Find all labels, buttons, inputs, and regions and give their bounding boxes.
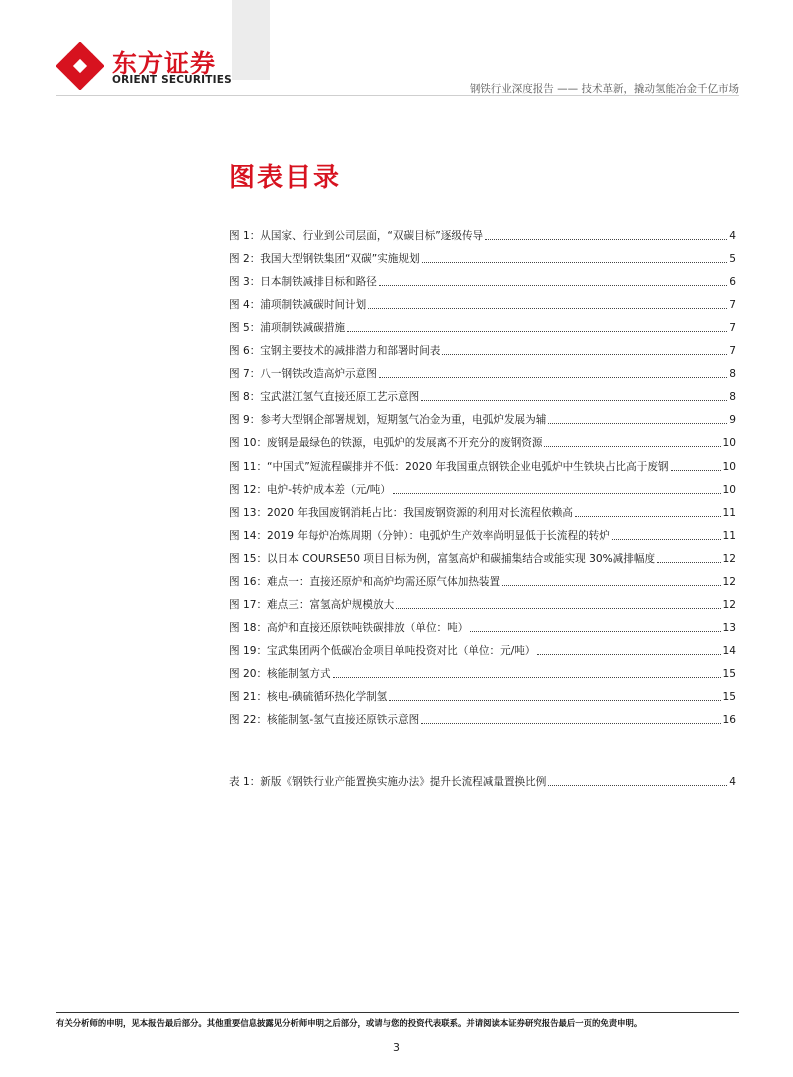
- toc-entry-label: 图 9：参考大型钢企部署规划，短期氢气冶金为重，电弧炉发展为辅: [229, 414, 547, 427]
- toc-entry[interactable]: [229, 450, 736, 473]
- toc-entry[interactable]: [229, 566, 736, 589]
- toc-leader-dots: [379, 377, 727, 378]
- orient-securities-logo-icon: [56, 42, 104, 90]
- toc-leader-dots: [421, 723, 720, 724]
- toc-entry-label: 图 21：核电-碘硫循环热化学制氢: [229, 690, 388, 703]
- toc-entry-label: 图 7：八一钢铁改造高炉示意图: [229, 368, 377, 381]
- toc-entry-label: 图 11：“中国式”短流程碳排并不低：2020 年我国重点钢铁企业电弧炉中生铁块占比高于废钢: [229, 460, 669, 473]
- toc-entry[interactable]: [229, 289, 736, 312]
- toc-leader-dots: [548, 785, 727, 786]
- toc-entry-page: 10: [722, 437, 736, 450]
- toc-leader-dots: [575, 516, 721, 517]
- toc-entry[interactable]: [229, 335, 736, 358]
- toc-entry[interactable]: [229, 220, 736, 243]
- toc-entry-page: 10: [722, 460, 736, 473]
- toc-entry-page: 12: [722, 552, 736, 565]
- toc-leader-dots: [396, 608, 720, 609]
- toc-leader-dots: [347, 331, 727, 332]
- toc-entry[interactable]: [229, 266, 736, 289]
- toc-leader-dots: [442, 354, 727, 355]
- toc-entry-label: 图 20：核能制氢方式: [229, 667, 331, 680]
- toc-entry[interactable]: [229, 474, 736, 497]
- toc-entry[interactable]: [229, 543, 736, 566]
- toc-entry[interactable]: [229, 520, 736, 543]
- toc-entry-page: 4: [729, 230, 736, 243]
- toc-entry-label: 图 14：2019 年每炉冶炼周期（分钟）：电弧炉生产效率尚明显低于长流程的转炉: [229, 529, 610, 542]
- toc-entry-page: 14: [722, 644, 736, 657]
- toc-entry-page: 7: [729, 299, 736, 312]
- toc-entry-page: 13: [722, 621, 736, 634]
- toc-entry[interactable]: [229, 312, 736, 335]
- toc-entry-page: 16: [722, 714, 736, 727]
- toc-leader-dots: [537, 654, 720, 655]
- brand-name-en: ORIENT SECURITIES: [112, 74, 232, 86]
- toc-leader-dots: [485, 239, 727, 240]
- toc-leader-dots: [671, 470, 721, 471]
- toc-leader-dots: [389, 700, 720, 701]
- report-header-title: 钢铁行业深度报告 —— 技术革新，撬动氢能冶金千亿市场: [469, 83, 739, 95]
- toc-entry-page: 12: [722, 575, 736, 588]
- toc-entry[interactable]: [229, 243, 736, 266]
- toc-leader-dots: [368, 308, 727, 309]
- page-number: 3: [393, 1041, 400, 1054]
- toc-entry-label: 图 13：2020 年我国废钢消耗占比：我国废钢资源的利用对长流程依赖高: [229, 506, 573, 519]
- toc-entry-label: 图 12：电炉-转炉成本差（元/吨）: [229, 483, 391, 496]
- toc-entry-label: 图 18：高炉和直接还原铁吨铁碳排放（单位：吨）: [229, 621, 469, 634]
- header-divider: [56, 95, 739, 96]
- toc-entry-page: 6: [729, 276, 736, 289]
- toc-entry-page: 10: [722, 483, 736, 496]
- toc-leader-dots: [657, 562, 720, 563]
- toc-entry-page: 8: [729, 391, 736, 404]
- toc-leader-dots: [502, 585, 720, 586]
- toc-entry-label: 图 10：废钢是最绿色的铁源，电弧炉的发展离不开充分的废钢资源: [229, 437, 543, 450]
- toc-entry-label: 图 16：难点一：直接还原炉和高炉均需还原气体加热装置: [229, 575, 501, 588]
- toc-leader-dots: [333, 677, 721, 678]
- toc-entry-page: 8: [729, 368, 736, 381]
- toc-entry[interactable]: [229, 766, 736, 789]
- toc-entry-label: 图 4：浦项制铁减碳时间计划: [229, 299, 367, 312]
- toc-leader-dots: [393, 493, 721, 494]
- toc-entry-label: 图 15：以日本 COURSE50 项目目标为例，富氢高炉和碳捕集结合或能实现 30%减排幅度: [229, 552, 656, 565]
- toc-entry-page: 11: [722, 506, 736, 519]
- toc-entry-label: 图 1：从国家、行业到公司层面，“双碳目标”逐级传导: [229, 230, 484, 243]
- toc-entry[interactable]: [229, 358, 736, 381]
- toc-entry-page: 9: [729, 414, 736, 427]
- toc-entry-label: 图 22：核能制氢-氢气直接还原铁示意图: [229, 714, 420, 727]
- toc-entry-page: 12: [722, 598, 736, 611]
- toc-entry[interactable]: [229, 704, 736, 727]
- toc-leader-dots: [421, 400, 727, 401]
- toc-entry-page: 7: [729, 345, 736, 358]
- toc-entry[interactable]: [229, 612, 736, 635]
- toc-entry[interactable]: [229, 381, 736, 404]
- toc-entry[interactable]: [229, 658, 736, 681]
- figure-toc-list: [229, 220, 736, 727]
- toc-leader-dots: [470, 631, 720, 632]
- toc-entry-label: 图 6：宝钢主要技术的减排潜力和部署时间表: [229, 345, 441, 358]
- toc-leader-dots: [544, 446, 720, 447]
- footer-disclaimer: 有关分析师的申明，见本报告最后部分。其他重要信息披露见分析师申明之后部分，或请与您的投资代表联系。并请阅读本证券研究报告最后一页的免责申明。: [56, 1018, 643, 1028]
- toc-entry-label: 图 8：宝武湛江氢气直接还原工艺示意图: [229, 391, 420, 404]
- toc-entry-page: 11: [722, 529, 736, 542]
- toc-entry[interactable]: [229, 635, 736, 658]
- toc-entry-label: 图 2：我国大型钢铁集团“双碳”实施规划: [229, 253, 420, 266]
- toc-entry-label: 图 5：浦项制铁减碳措施: [229, 322, 346, 335]
- toc-entry[interactable]: [229, 497, 736, 520]
- toc-entry[interactable]: [229, 427, 736, 450]
- toc-entry-label: 图 17：难点三：富氢高炉规模放大: [229, 598, 395, 611]
- page-title: 图表目录: [229, 163, 342, 193]
- toc-entry-page: 15: [722, 667, 736, 680]
- toc-entry[interactable]: [229, 404, 736, 427]
- footer-divider: [56, 1012, 739, 1013]
- toc-entry-label: 图 19：宝武集团两个低碳冶金项目单吨投资对比（单位：元/吨）: [229, 644, 536, 657]
- toc-entry-page: 7: [729, 322, 736, 335]
- toc-leader-dots: [612, 539, 721, 540]
- table-toc-list: [229, 766, 736, 789]
- toc-leader-dots: [379, 285, 727, 286]
- toc-entry-page: 4: [729, 776, 736, 789]
- toc-leader-dots: [548, 423, 727, 424]
- toc-entry-page: 15: [722, 690, 736, 703]
- toc-entry[interactable]: [229, 589, 736, 612]
- toc-leader-dots: [422, 262, 728, 263]
- header-decor-block: [232, 0, 270, 80]
- toc-entry-page: 5: [729, 253, 736, 266]
- toc-entry[interactable]: [229, 681, 736, 704]
- brand-name-cn: 东方证券: [112, 49, 217, 78]
- toc-entry-label: 表 1：新版《钢铁行业产能置换实施办法》提升长流程减量置换比例: [229, 776, 547, 789]
- toc-entry-label: 图 3：日本制铁减排目标和路径: [229, 276, 377, 289]
